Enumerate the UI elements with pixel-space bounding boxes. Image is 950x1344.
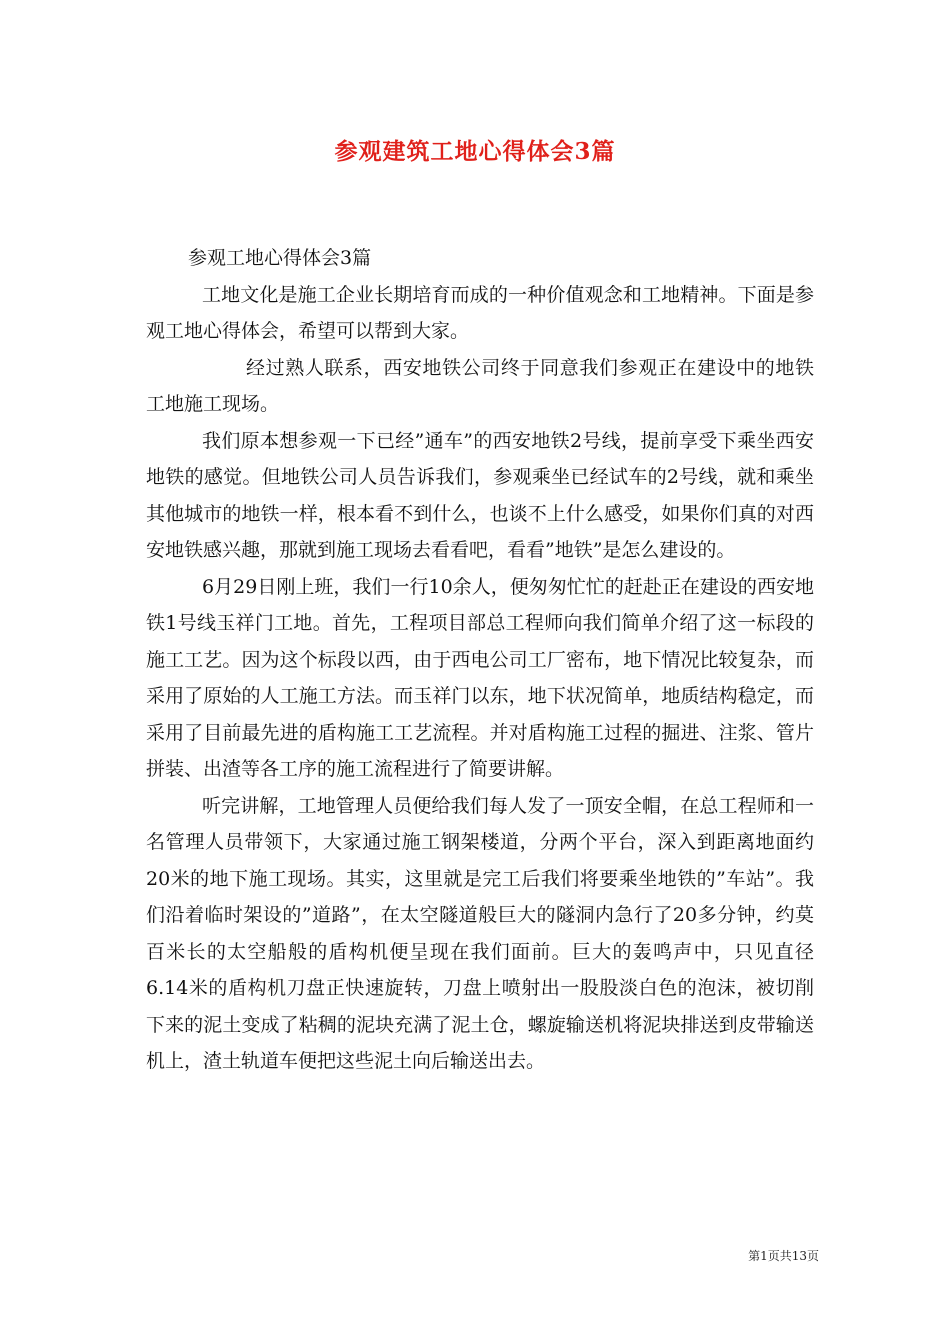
subtitle: 参观工地心得体会3篇 bbox=[188, 247, 372, 269]
paragraph-visit: 6月29日刚上班，我们一行10余人，便匆匆忙忙的赶赴正在建设的西安地铁1号线玉祥门工地。首先，工程项目部总工程师向我们简单介绍了这一标段的施工工艺。因为这个标段以西，由于西电公司工厂密布，地下情况比较复杂，而采用了原始的人工施工方法。而玉祥门以东，地下状况简单，地质结构稳定，而采用了目前最先进的盾构施工工艺流程。并对盾构施工过程的掘进、注浆、管片拼装、出渣等各工序的施工流程进行了简要讲解。 bbox=[146, 575, 814, 780]
page-number: 第1页共13页 bbox=[748, 1249, 819, 1263]
paragraph-site: 听完讲解，工地管理人员便给我们每人发了一顶安全帽，在总工程师和一名管理人员带领下，大家通过施工钢架楼道，分两个平台，深入到距离地面约20米的地下施工现场。其实，这里就是完工后我们将要乘坐地铁的”车站”。我们沿着临时架设的”道路”，在太空隧道般巨大的隧洞内急行了20多分钟，约莫百米长的太空船般的盾构机便呈现在我们面前。巨大的轰鸣声中，只见直径6.14米的盾构机刀盘正快速旋转，刀盘上喷射出一股股淡白色的泡沫，被切削下来的泥土变成了粘稠的泥块充满了泥土仓，螺旋输送机将泥块排送到皮带输送机上，渣土轨道车便把这些泥土向后输送出去。 bbox=[146, 794, 814, 1072]
document-body bbox=[146, 240, 814, 1080]
paragraph-intro: 工地文化是施工企业长期培育而成的一种价值观念和工地精神。下面是参观工地心得体会，希望可以帮到大家。 bbox=[146, 283, 814, 342]
document-title: 参观建筑工地心得体会3篇 bbox=[334, 138, 616, 165]
paragraph-line2: 我们原本想参观一下已经”通车”的西安地铁2号线，提前享受下乘坐西安地铁的感觉。但地铁公司人员告诉我们，参观乘坐已经试车的2号线，就和乘坐其他城市的地铁一样，根本看不到什么，也谈不上什么感受，如果你们真的对西安地铁感兴趣，那就到施工现场去看看吧，看看”地铁”是怎么建设的。 bbox=[146, 429, 814, 561]
paragraph-contact: 经过熟人联系，西安地铁公司终于同意我们参观正在建设中的地铁工地施工现场。 bbox=[146, 356, 814, 415]
